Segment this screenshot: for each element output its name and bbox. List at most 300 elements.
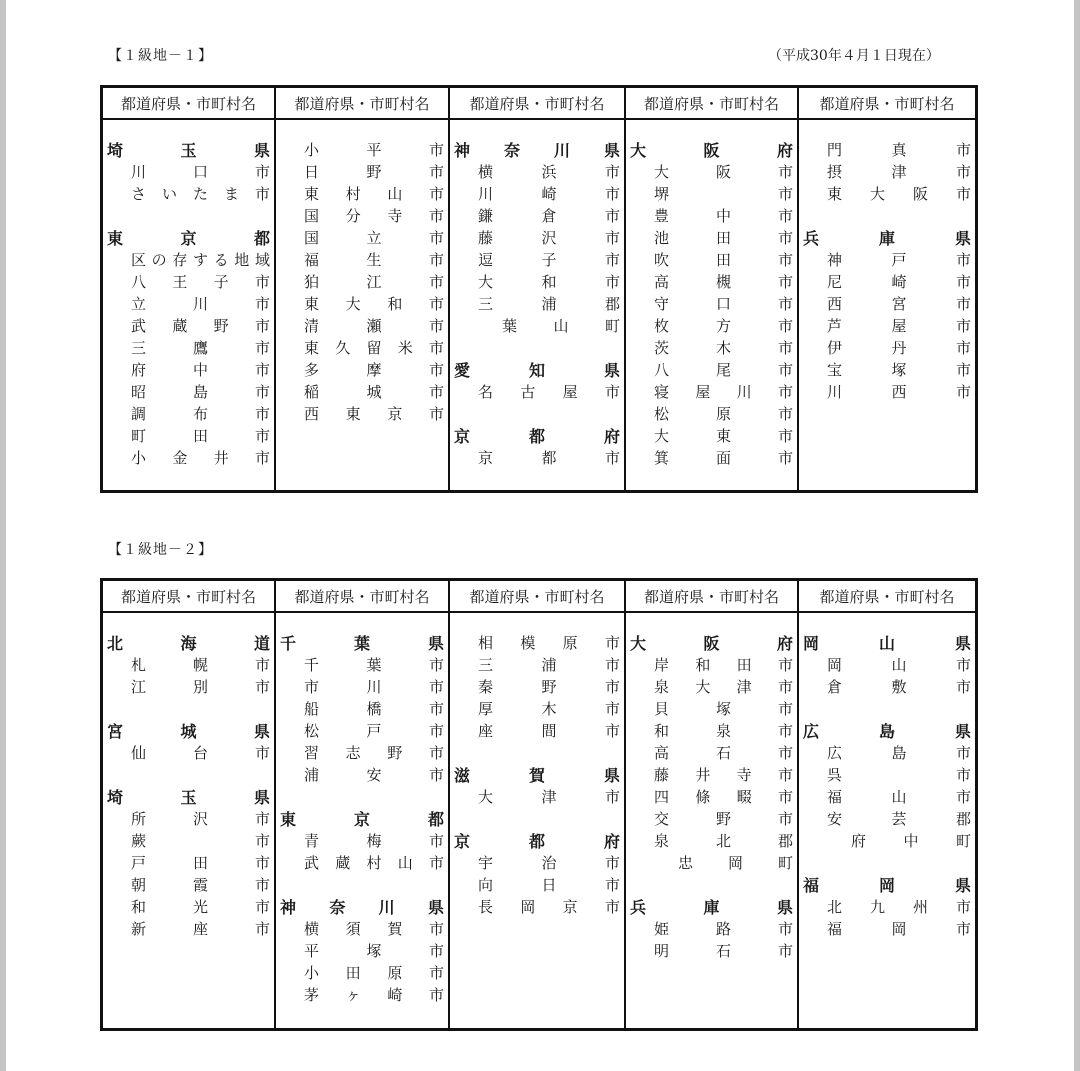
entry-char: 路 <box>715 919 731 938</box>
table-body <box>103 613 975 1028</box>
column-header: 都道府県・市町村名 <box>626 581 799 611</box>
municipality-entry <box>450 851 624 873</box>
spacer-row <box>450 807 624 829</box>
municipality-entry <box>799 380 975 402</box>
entry-char: 市 <box>428 140 444 159</box>
entry-char: 兵 <box>803 228 820 248</box>
entry-char: 郡 <box>955 809 971 828</box>
municipality-entry <box>103 402 274 424</box>
municipality-entry <box>276 653 448 675</box>
table-column <box>799 613 975 1028</box>
entry-char: 市 <box>955 250 971 269</box>
spacer-row <box>450 336 624 358</box>
entry-char: 西 <box>891 382 907 401</box>
entry-char: 市 <box>955 140 971 159</box>
entry-char: 東 <box>280 809 297 829</box>
prefecture-heading <box>626 631 797 653</box>
entry-char: 岡 <box>727 853 743 872</box>
entry-char: 井 <box>213 448 229 467</box>
entry-char: 市 <box>777 338 793 357</box>
entry-char: 金 <box>172 448 188 467</box>
entry-char: 市 <box>604 250 620 269</box>
entry-char: 市 <box>428 404 444 423</box>
municipality-entry <box>276 160 448 182</box>
entry-char: 札 <box>131 655 147 674</box>
entry-char: 面 <box>715 448 731 467</box>
entry-char: 分 <box>345 206 361 225</box>
entry-char: 存 <box>172 250 188 269</box>
entry-char: 福 <box>827 919 843 938</box>
entry-char: 寝 <box>654 382 670 401</box>
entry-char: 市 <box>777 162 793 181</box>
entry-char: 市 <box>777 765 793 784</box>
entry-char: 県 <box>776 897 793 917</box>
entry-char: 京 <box>353 809 370 829</box>
municipality-entry <box>799 314 975 336</box>
spacer-row <box>799 697 975 719</box>
municipality-entry <box>450 160 624 182</box>
entry-char: 市 <box>604 897 620 916</box>
entry-char: ま <box>223 184 239 203</box>
entry-char: 千 <box>280 633 297 653</box>
entry-char: 三 <box>478 655 494 674</box>
entry-char: 山 <box>397 853 413 872</box>
entry-char: 豊 <box>654 206 670 225</box>
entry-char: 貝 <box>654 699 670 718</box>
entry-char: 中 <box>903 831 919 850</box>
entry-char: 岡 <box>878 875 895 895</box>
municipality-entry <box>626 829 797 851</box>
entry-char: 東 <box>304 184 320 203</box>
entry-char: 田 <box>345 963 361 982</box>
entry-char: 阪 <box>703 633 720 653</box>
entry-char: 市 <box>428 919 444 938</box>
entry-char: 多 <box>304 360 320 379</box>
entry-char: 台 <box>192 743 208 762</box>
prefecture-heading <box>450 358 624 380</box>
entry-char: 京 <box>478 448 494 467</box>
spacer-row <box>276 785 448 807</box>
entry-char: 神 <box>454 140 471 160</box>
entry-char: 敷 <box>891 677 907 696</box>
entry-char: 阪 <box>912 184 928 203</box>
municipality-entry <box>799 653 975 675</box>
entry-char: 県 <box>954 228 971 248</box>
entry-char: 屋 <box>891 316 907 335</box>
prefecture-heading <box>103 719 274 741</box>
entry-char: 市 <box>428 743 444 762</box>
entry-char: 山 <box>891 655 907 674</box>
municipality-entry <box>103 248 274 270</box>
column-header: 都道府県・市町村名 <box>276 88 450 118</box>
entry-char: 高 <box>654 272 670 291</box>
entry-char: 口 <box>715 294 731 313</box>
spacer-row <box>799 204 975 226</box>
municipality-entry <box>276 917 448 939</box>
entry-char: 原 <box>562 633 578 652</box>
entry-char: 呉 <box>827 765 843 784</box>
entry-char: 島 <box>192 382 208 401</box>
column-header: 都道府県・市町村名 <box>103 88 276 118</box>
entry-char: 都 <box>541 448 557 467</box>
entry-char: 川 <box>378 897 395 917</box>
entry-char: 県 <box>603 765 620 785</box>
municipality-entry <box>276 719 448 741</box>
entry-char: 藤 <box>478 228 494 247</box>
entry-char: 川 <box>478 184 494 203</box>
municipality-entry <box>450 182 624 204</box>
entry-char: 市 <box>428 831 444 850</box>
municipality-entry <box>450 697 624 719</box>
entry-char: 県 <box>427 633 444 653</box>
entry-char: 兵 <box>630 897 647 917</box>
entry-char: 市 <box>428 294 444 313</box>
entry-char: 久 <box>335 338 351 357</box>
entry-char: 西 <box>304 404 320 423</box>
entry-char: 原 <box>715 404 731 423</box>
municipality-entry <box>450 314 624 336</box>
municipality-entry <box>450 873 624 895</box>
section-title-grade-1-2: 【１級地－２】 <box>108 542 213 558</box>
entry-char: 国 <box>304 228 320 247</box>
municipality-entry <box>450 895 624 917</box>
entry-char: 狛 <box>304 272 320 291</box>
entry-char: 町 <box>777 853 793 872</box>
entry-char: 府 <box>776 633 793 653</box>
entry-char: 塚 <box>715 699 731 718</box>
municipality-entry <box>799 182 975 204</box>
entry-char: 海 <box>180 633 197 653</box>
entry-char: 崎 <box>387 985 403 1004</box>
entry-char: 原 <box>387 963 403 982</box>
table-column <box>103 613 276 1028</box>
prefecture-heading <box>450 138 624 160</box>
municipality-entry <box>799 336 975 358</box>
prefecture-heading <box>626 138 797 160</box>
entry-char: 口 <box>192 162 208 181</box>
entry-char: 八 <box>654 360 670 379</box>
entry-char: 市 <box>955 162 971 181</box>
entry-char: 市 <box>604 448 620 467</box>
entry-char: 枚 <box>654 316 670 335</box>
entry-char: 日 <box>541 875 557 894</box>
entry-char: 京 <box>180 228 197 248</box>
column-header: 都道府県・市町村名 <box>276 581 450 611</box>
entry-char: 大 <box>345 294 361 313</box>
entry-char: 市 <box>604 875 620 894</box>
entry-char: 鎌 <box>478 206 494 225</box>
entry-char: 川 <box>736 382 752 401</box>
entry-char: 東 <box>304 338 320 357</box>
entry-char: 姫 <box>654 919 670 938</box>
municipality-entry <box>450 653 624 675</box>
municipality-entry <box>450 248 624 270</box>
entry-char: 愛 <box>454 360 471 380</box>
entry-char: 瀬 <box>366 316 382 335</box>
municipality-entry <box>799 763 975 785</box>
municipality-entry <box>276 675 448 697</box>
municipality-entry <box>450 204 624 226</box>
entry-char: 津 <box>541 787 557 806</box>
municipality-entry <box>276 851 448 873</box>
entry-char: 野 <box>366 162 382 181</box>
section-title-grade-1-1: 【１級地－１】 <box>108 48 213 64</box>
entry-char: 葉 <box>502 316 518 335</box>
prefecture-heading <box>103 785 274 807</box>
entry-char: 福 <box>827 787 843 806</box>
municipality-entry <box>450 631 624 653</box>
entry-char: 域 <box>254 250 270 269</box>
municipality-entry <box>626 851 797 873</box>
entry-char: 岡 <box>827 655 843 674</box>
entry-char: 八 <box>131 272 147 291</box>
entry-char: 所 <box>131 809 147 828</box>
municipality-entry <box>626 402 797 424</box>
entry-char: 市 <box>777 404 793 423</box>
entry-char: 平 <box>304 941 320 960</box>
municipality-entry <box>799 785 975 807</box>
entry-char: 市 <box>428 184 444 203</box>
entry-char: 岡 <box>520 897 536 916</box>
entry-char: 野 <box>387 743 403 762</box>
entry-char: 山 <box>878 633 895 653</box>
municipality-entry <box>103 829 274 851</box>
entry-char: 東 <box>107 228 124 248</box>
entry-char: 庫 <box>878 228 895 248</box>
entry-char: 田 <box>715 228 731 247</box>
table-column <box>276 120 450 490</box>
municipality-entry <box>103 380 274 402</box>
entry-char: 松 <box>304 721 320 740</box>
municipality-entry <box>799 741 975 763</box>
entry-char: 大 <box>654 426 670 445</box>
entry-char: 長 <box>478 897 494 916</box>
entry-char: 鷹 <box>192 338 208 357</box>
entry-char: 市 <box>777 360 793 379</box>
entry-char: 尼 <box>827 272 843 291</box>
entry-char: 泉 <box>715 721 731 740</box>
municipality-entry <box>103 336 274 358</box>
entry-char: 市 <box>428 360 444 379</box>
municipality-entry <box>626 270 797 292</box>
entry-char: 茨 <box>654 338 670 357</box>
entry-char: 田 <box>192 853 208 872</box>
entry-char: 大 <box>630 140 647 160</box>
municipality-entry <box>450 785 624 807</box>
spacer-row <box>450 402 624 424</box>
entry-char: 島 <box>891 743 907 762</box>
entry-char: 府 <box>131 360 147 379</box>
entry-char: 屋 <box>562 382 578 401</box>
municipality-entry <box>103 446 274 468</box>
municipality-entry <box>626 424 797 446</box>
page-edge-right <box>1074 0 1080 1071</box>
municipality-entry <box>626 182 797 204</box>
entry-char: 丹 <box>891 338 907 357</box>
municipality-entry <box>450 226 624 248</box>
entry-char: 武 <box>304 853 320 872</box>
entry-char: 市 <box>254 875 270 894</box>
prefecture-heading <box>799 873 975 895</box>
entry-char: 市 <box>304 677 320 696</box>
entry-char: 山 <box>553 316 569 335</box>
entry-char: 県 <box>253 787 270 807</box>
entry-char: 市 <box>428 272 444 291</box>
entry-char: 北 <box>107 633 124 653</box>
entry-char: 市 <box>777 316 793 335</box>
entry-char: 市 <box>428 250 444 269</box>
entry-char: 朝 <box>131 875 147 894</box>
table-column <box>626 613 799 1028</box>
entry-char: 槻 <box>715 272 731 291</box>
entry-char: 平 <box>366 140 382 159</box>
entry-char: 玉 <box>180 140 197 160</box>
entry-char: 埼 <box>107 140 124 160</box>
entry-char: 倉 <box>541 206 557 225</box>
entry-char: 県 <box>253 140 270 160</box>
entry-char: 間 <box>541 721 557 740</box>
municipality-entry <box>276 204 448 226</box>
entry-char: 畷 <box>736 787 752 806</box>
entry-char: る <box>213 250 229 269</box>
entry-char: 市 <box>254 360 270 379</box>
entry-char: 郡 <box>604 294 620 313</box>
municipality-entry <box>450 270 624 292</box>
entry-char: 市 <box>604 699 620 718</box>
entry-char: 沢 <box>192 809 208 828</box>
municipality-entry <box>799 138 975 160</box>
entry-char: 津 <box>736 677 752 696</box>
entry-char: 忠 <box>678 853 694 872</box>
municipality-entry <box>799 675 975 697</box>
entry-char: 子 <box>213 272 229 291</box>
entry-char: 都 <box>427 809 444 829</box>
entry-char: 尾 <box>715 360 731 379</box>
entry-char: 西 <box>827 294 843 313</box>
municipality-entry <box>276 380 448 402</box>
entry-char: 市 <box>254 382 270 401</box>
entry-char: 市 <box>428 162 444 181</box>
municipality-entry <box>626 446 797 468</box>
prefecture-heading <box>276 895 448 917</box>
entry-char: 市 <box>777 206 793 225</box>
entry-char: 船 <box>304 699 320 718</box>
entry-char: い <box>161 184 177 203</box>
municipality-entry <box>626 653 797 675</box>
entry-char: 野 <box>213 316 229 335</box>
municipality-entry <box>276 939 448 961</box>
entry-char: 市 <box>777 382 793 401</box>
municipality-entry <box>276 314 448 336</box>
entry-char: 市 <box>254 897 270 916</box>
entry-char: 市 <box>604 677 620 696</box>
prefecture-heading <box>103 631 274 653</box>
entry-char: 州 <box>912 897 928 916</box>
entry-char: 市 <box>254 162 270 181</box>
entry-char: 向 <box>478 875 494 894</box>
entry-char: 田 <box>715 250 731 269</box>
entry-char: 市 <box>777 448 793 467</box>
municipality-entry <box>276 402 448 424</box>
entry-char: 名 <box>478 382 494 401</box>
column-header: 都道府県・市町村名 <box>103 581 276 611</box>
entry-char: 川 <box>192 294 208 313</box>
entry-char: 福 <box>803 875 820 895</box>
entry-char: 神 <box>827 250 843 269</box>
entry-char: 岸 <box>654 655 670 674</box>
entry-char: 東 <box>715 426 731 445</box>
entry-char: 藤 <box>654 765 670 784</box>
entry-char: 寺 <box>736 765 752 784</box>
municipality-entry <box>276 741 448 763</box>
entry-char: 広 <box>803 721 820 741</box>
entry-char: す <box>192 250 208 269</box>
entry-char: 大 <box>869 184 885 203</box>
municipality-entry <box>103 314 274 336</box>
entry-char: 幌 <box>192 655 208 674</box>
table-grade-1-2 <box>100 578 978 1031</box>
entry-char: 昭 <box>131 382 147 401</box>
entry-char: 市 <box>428 206 444 225</box>
entry-char: 村 <box>366 853 382 872</box>
entry-char: 庫 <box>703 897 720 917</box>
entry-char: 日 <box>304 162 320 181</box>
municipality-entry <box>103 851 274 873</box>
municipality-entry <box>626 292 797 314</box>
entry-char: 宝 <box>827 360 843 379</box>
entry-char: 市 <box>254 184 270 203</box>
entry-char: 市 <box>955 360 971 379</box>
municipality-entry <box>626 675 797 697</box>
prefecture-heading <box>799 631 975 653</box>
entry-char: 戸 <box>891 250 907 269</box>
entry-char: 市 <box>254 655 270 674</box>
entry-char: 市 <box>428 721 444 740</box>
entry-char: 奈 <box>329 897 346 917</box>
entry-char: 県 <box>954 633 971 653</box>
entry-char: 市 <box>254 743 270 762</box>
entry-char: 立 <box>366 228 382 247</box>
entry-char: 市 <box>428 677 444 696</box>
entry-char: 小 <box>304 140 320 159</box>
entry-char: 茅 <box>304 985 320 1004</box>
municipality-entry <box>103 292 274 314</box>
entry-char: 吹 <box>654 250 670 269</box>
entry-char: 市 <box>955 294 971 313</box>
entry-char: 青 <box>304 831 320 850</box>
entry-char: 市 <box>955 316 971 335</box>
entry-char: 県 <box>954 721 971 741</box>
entry-char: 浦 <box>541 655 557 674</box>
entry-char: 市 <box>777 919 793 938</box>
entry-char: 市 <box>955 272 971 291</box>
entry-char: 四 <box>654 787 670 806</box>
entry-char: 條 <box>695 787 711 806</box>
entry-char: 市 <box>777 272 793 291</box>
entry-char: 守 <box>654 294 670 313</box>
entry-char: 堺 <box>654 184 670 203</box>
entry-char: 知 <box>528 360 545 380</box>
municipality-entry <box>276 763 448 785</box>
entry-char: 市 <box>428 228 444 247</box>
entry-char: 都 <box>528 831 545 851</box>
entry-char: 川 <box>131 162 147 181</box>
entry-char: 市 <box>777 699 793 718</box>
prefecture-heading <box>799 719 975 741</box>
spacer-row <box>799 851 975 873</box>
entry-char: 市 <box>955 765 971 784</box>
entry-char: 市 <box>777 250 793 269</box>
